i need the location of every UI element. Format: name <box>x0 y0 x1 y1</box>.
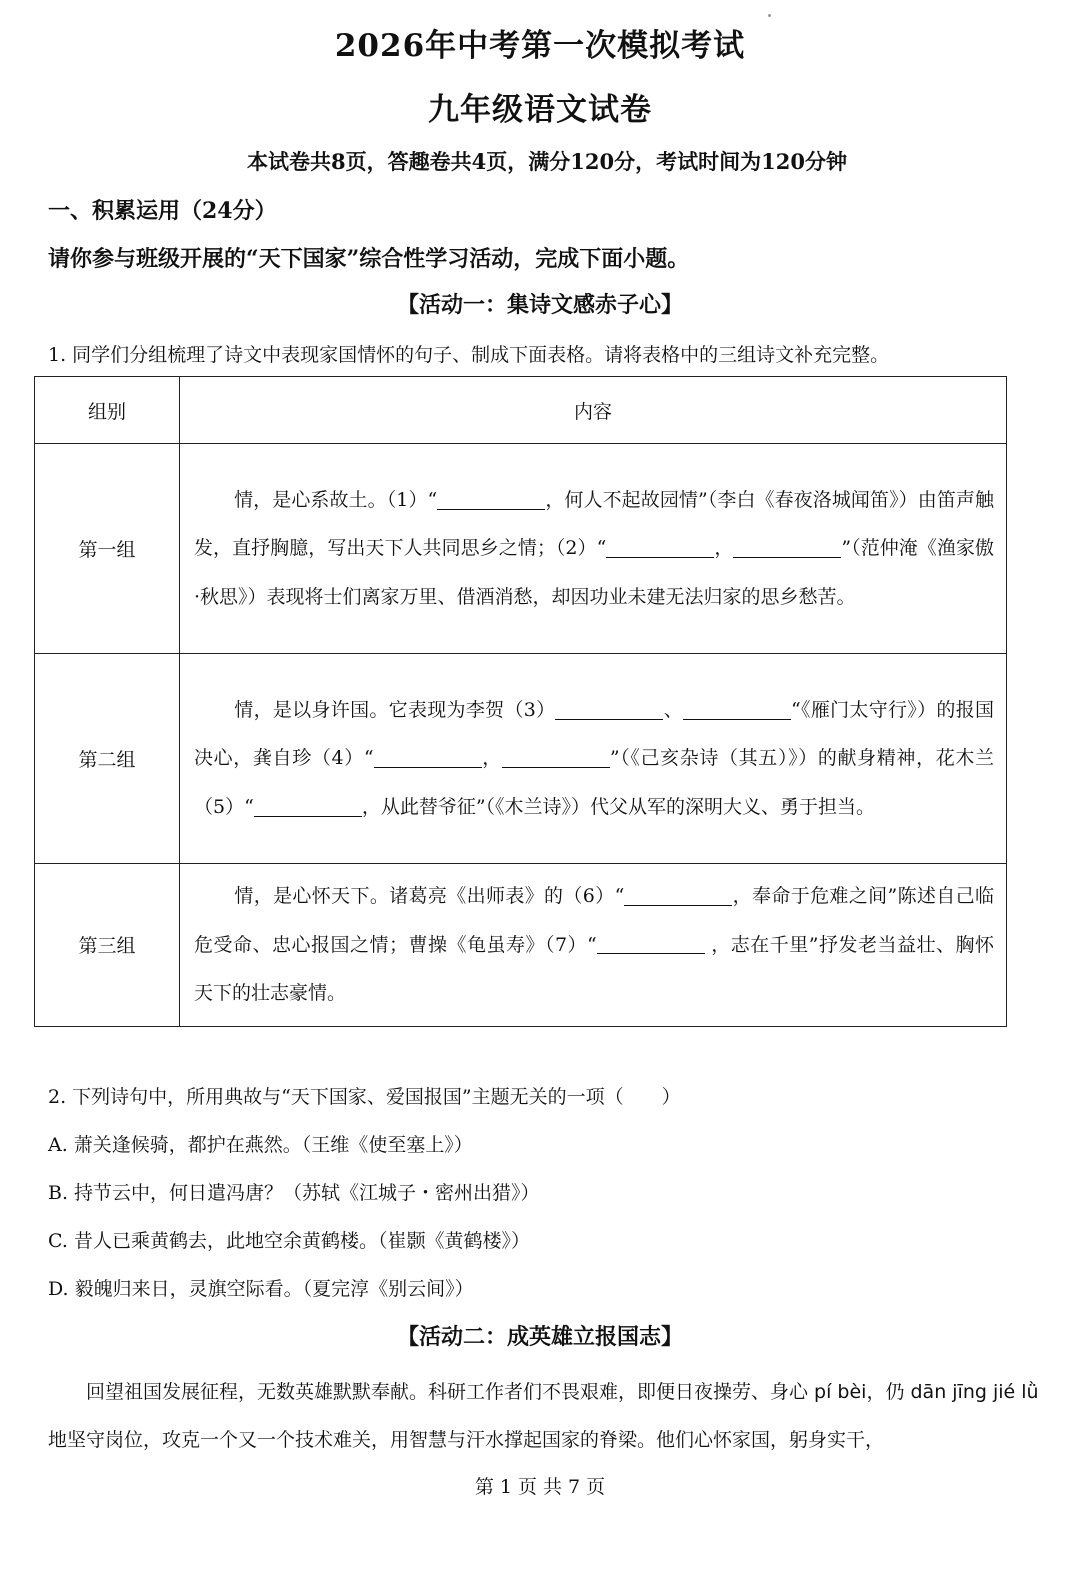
table-header-row <box>35 377 1007 444</box>
answer-blank-1[interactable] <box>437 490 545 510</box>
exam-title: 2026年中考第一次模拟考试 <box>334 28 746 64</box>
section-intro: 请你参与班级开展的“天下国家”综合性学习活动，完成下面小题。 <box>48 246 690 272</box>
answer-blank-3a[interactable] <box>555 700 663 720</box>
answer-blank-2b[interactable] <box>733 538 841 558</box>
group-label: 第二组 <box>35 654 180 864</box>
scan-speck <box>768 14 771 17</box>
page-footer: 第 1 页 共 7 页 <box>474 1476 606 1498</box>
option-a[interactable]: A. 萧关逢候骑，都护在燕然。（王维《使至塞上》） <box>48 1134 473 1156</box>
answer-blank-4b[interactable] <box>502 748 610 768</box>
answer-blank-5[interactable] <box>254 797 362 817</box>
exam-subtitle: 九年级语文试卷 <box>428 92 652 128</box>
exam-info: 本试卷共8页，答趣卷共4页，满分120分，考试时间为120分钟 <box>247 149 847 174</box>
table-row <box>35 864 1007 1027</box>
option-b[interactable]: B. 持节云中，何日遣冯唐？（苏轼《江城子・密州出猎》） <box>48 1182 540 1204</box>
group-content: 情，是心系故土。（1）“ ，何人不起故园情”（李白《春夜洛城闻笛》）由笛声触发，直抒胸臆，写出天下人共同思乡之情；（2）“ ， ”（范仲淹《渔家傲·秋思》）表现将士们离家万里、借酒消愁，却因功业未建无法归家的思乡愁苦。 <box>180 444 1007 654</box>
answer-blank-3b[interactable] <box>683 700 791 720</box>
activity1-title: 【活动一：集诗文感赤子心】 <box>396 292 683 318</box>
group-label: 第三组 <box>35 864 180 1027</box>
activity2-title: 【活动二：成英雄立报国志】 <box>396 1324 683 1350</box>
question-2: 2. 下列诗句中，所用典故与“天下国家、爱国报国”主题无关的一项（ ） <box>48 1086 681 1108</box>
reading-paragraph: 回望祖国发展征程，无数英雄默默奉献。科研工作者们不畏艰难，即便日夜操劳、身心 pí bèi，仍 dān jīng jié lǜ地坚守岗位，攻克一个又一个技术难关，用智慧与汗水撑起国家的脊梁。他们心怀家国，躬身实干， <box>48 1381 1039 1451</box>
answer-blank-2a[interactable] <box>606 538 714 558</box>
question-1: 1. 同学们分组梳理了诗文中表现家国情怀的句子、制成下面表格。请将表格中的三组诗文补充完整。 <box>48 344 890 366</box>
answer-blank-6[interactable] <box>624 886 732 906</box>
header-content: 内容 <box>180 377 1007 444</box>
header-group: 组别 <box>35 377 180 444</box>
table-row <box>35 444 1007 654</box>
answer-blank-4a[interactable] <box>374 748 482 768</box>
section-heading: 一、积累运用（24分） <box>48 198 277 224</box>
option-c[interactable]: C. 昔人已乘黄鹤去，此地空余黄鹤楼。（崔颢《黄鹤楼》） <box>48 1230 530 1252</box>
poetry-table <box>34 376 1007 1027</box>
answer-blank-7[interactable] <box>597 934 705 954</box>
group-label: 第一组 <box>35 444 180 654</box>
option-d[interactable]: D. 毅魄归来日，灵旗空际看。（夏完淳《别云间》） <box>48 1278 474 1300</box>
group-content: 情，是心怀天下。诸葛亮《出师表》的（6）“ ，奉命于危难之间”陈述自己临危受命、忠心报国之情；曹操《龟虽寿》（7）“ ，志在千里”抒发老当益壮、胸怀天下的壮志豪情。 <box>180 864 1007 1027</box>
table-row <box>35 654 1007 864</box>
group-content: 情，是以身许国。它表现为李贺（3） 、 “《雁门太守行》）的报国决心，龚自珍（4）“ ， ”（《己亥杂诗（其五）》）的献身精神，花木兰（5）“ ，从此替爷征”（《木兰诗》）代父从军的深明大义、勇于担当。 <box>180 654 1007 864</box>
